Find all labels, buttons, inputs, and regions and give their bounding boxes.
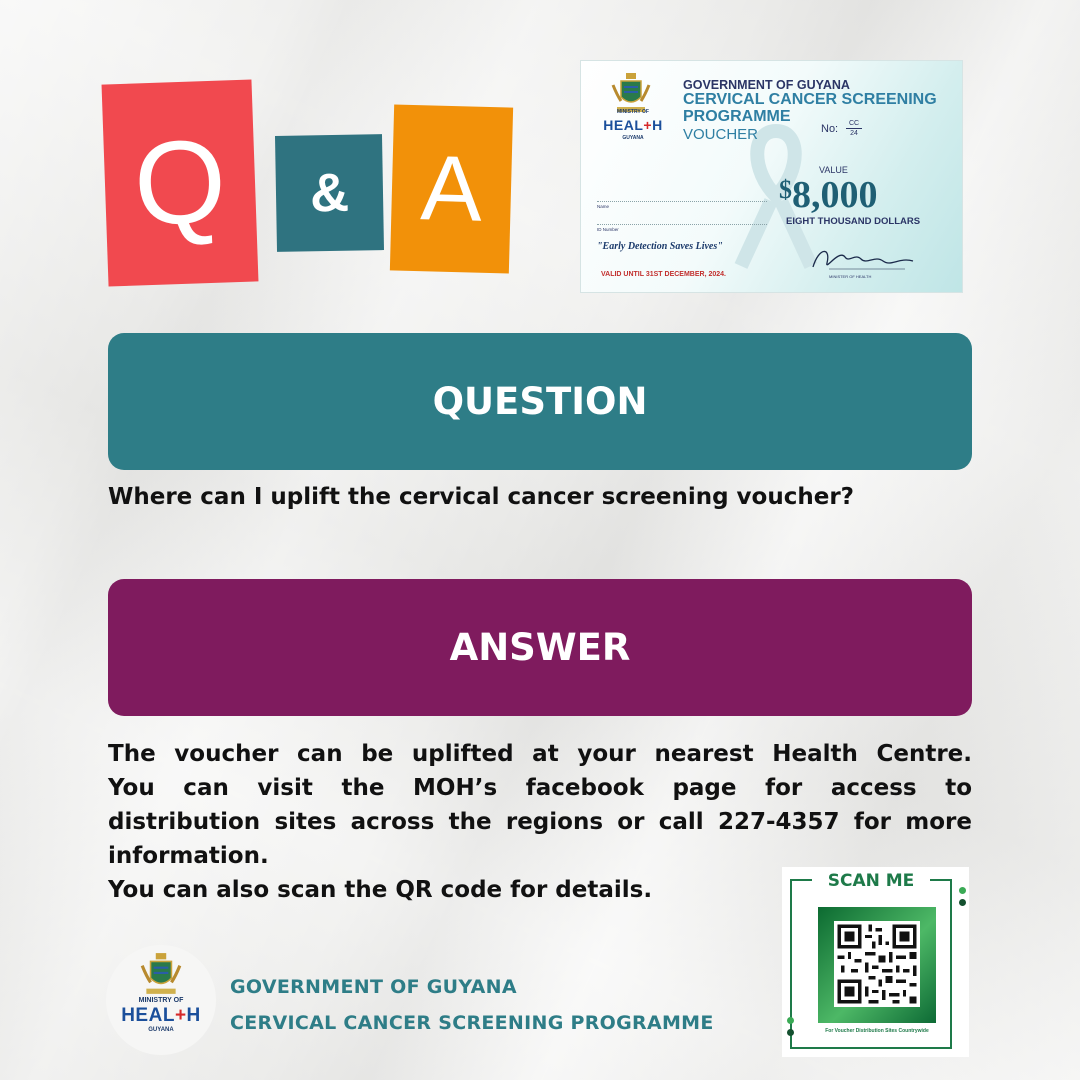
voucher-image [580, 60, 963, 293]
signature-icon [809, 243, 919, 273]
answer-line: The voucher can be uplifted at your nearest Health Centre. [108, 741, 972, 767]
voucher-tagline: "Early Detection Saves Lives" [597, 241, 723, 252]
voucher-programme-line2: PROGRAMME [683, 108, 791, 125]
coat-of-arms-icon [139, 951, 183, 997]
org-name-line2: CERVICAL CANCER SCREENING PROGRAMME [230, 1012, 714, 1034]
logo-guyana-label: GUYANA [148, 1027, 174, 1033]
answer-line: You can visit the MOH’s facebook page for access to [108, 775, 972, 801]
voucher-label: VOUCHER [683, 126, 759, 143]
qr-code-icon[interactable] [834, 921, 920, 1007]
q-tile [102, 79, 259, 286]
voucher-ministry-label: MINISTRY OF [617, 109, 649, 115]
ampersand-tile [275, 134, 384, 252]
ministry-logo [106, 945, 216, 1055]
scan-title-wrap [812, 871, 930, 891]
dot-icon [959, 899, 966, 906]
scan-caption: For Voucher Distribution Sites Countrywide [825, 1028, 929, 1034]
voucher-amount: $8,000 [779, 174, 878, 216]
question-heading: QUESTION [432, 380, 648, 423]
logo-health-wordmark: HEAL+H [121, 1005, 201, 1026]
voucher-id-label: ID Number [597, 227, 619, 232]
answer-line: You can also scan the QR code for details. [108, 877, 653, 903]
voucher-programme-line1: CERVICAL CANCER SCREENING [683, 91, 937, 108]
answer-banner [108, 579, 972, 716]
voucher-government-title: GOVERNMENT OF GUYANA [683, 78, 850, 92]
question-text: Where can I uplift the cervical cancer screening voucher? [108, 484, 855, 510]
voucher-valid-until: VALID UNTIL 31ST DECEMBER, 2024. [601, 271, 726, 278]
voucher-minister-label: MINISTER OF HEALTH [829, 274, 872, 279]
voucher-amount-words: EIGHT THOUSAND DOLLARS [786, 216, 921, 227]
ampersand-letter: & [309, 162, 350, 224]
voucher-health-logo: HEAL+H [603, 117, 663, 133]
answer-heading: ANSWER [449, 626, 631, 669]
voucher-value-label: VALUE [819, 165, 848, 175]
voucher-id-line [597, 224, 767, 225]
dot-icon [787, 1017, 794, 1024]
logo-ministry-label: MINISTRY OF [138, 997, 184, 1004]
question-banner [108, 333, 972, 470]
voucher-guyana-label: GUYANA [622, 135, 644, 141]
voucher-number: $\frac{CC}{24}$ [846, 119, 862, 138]
scan-title: SCAN ME [827, 871, 915, 891]
dot-icon [787, 1029, 794, 1036]
org-name-line1: GOVERNMENT OF GUYANA [230, 976, 517, 998]
a-letter: A [419, 136, 484, 241]
voucher-name-label: Name [597, 204, 610, 209]
a-tile [390, 104, 513, 273]
scan-me-card [782, 867, 969, 1057]
answer-line: information. [108, 843, 269, 869]
q-letter: Q [131, 115, 229, 251]
answer-line: distribution sites across the regions or call 227-4357 for more [108, 809, 972, 835]
dot-icon [959, 887, 966, 894]
voucher-name-line [597, 201, 767, 202]
voucher-number-label: No: [821, 123, 839, 135]
